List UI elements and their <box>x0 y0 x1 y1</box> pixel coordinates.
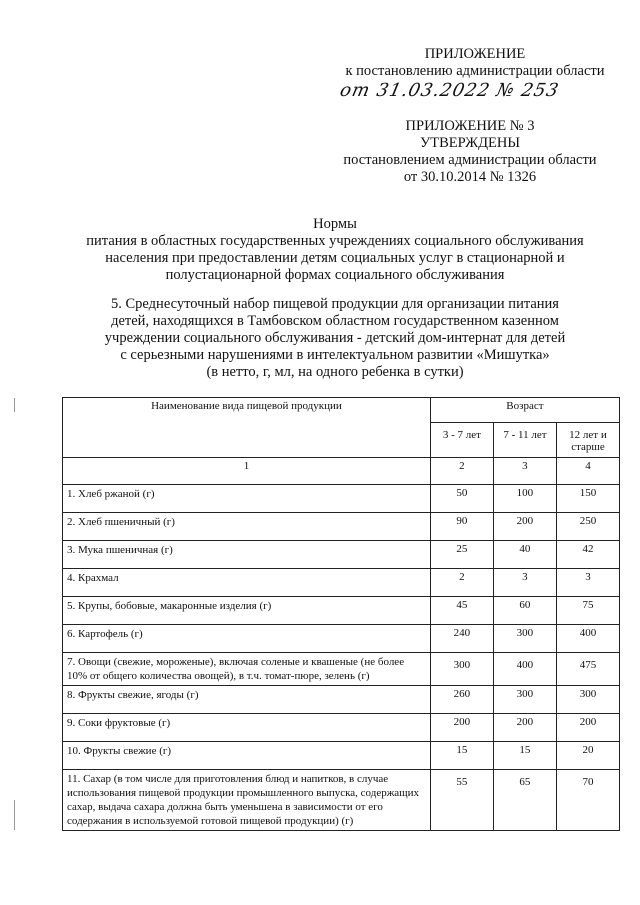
table-row <box>63 485 620 513</box>
decree-by: постановлением администрации области <box>343 152 597 168</box>
value-12-plus: 250 <box>556 513 619 541</box>
value-3-7: 260 <box>430 686 493 714</box>
table-row <box>63 625 620 653</box>
column-numbers-row <box>63 458 620 485</box>
value-12-plus: 70 <box>556 770 619 831</box>
value-3-7: 50 <box>430 485 493 513</box>
appendix-header <box>330 46 620 80</box>
appendix-number: ПРИЛОЖЕНИЕ № 3 <box>405 118 535 134</box>
table-row <box>63 686 620 714</box>
appendix-title: ПРИЛОЖЕНИЕ <box>424 46 526 62</box>
value-3-7: 25 <box>430 541 493 569</box>
value-7-11: 200 <box>493 513 556 541</box>
age-group-3: 12 лет и старше <box>556 423 619 458</box>
table-row <box>63 742 620 770</box>
age-header: Возраст <box>430 398 619 423</box>
table-row <box>63 653 620 686</box>
product-name: 1. Хлеб ржаной (г) <box>63 485 431 513</box>
value-7-11: 300 <box>493 625 556 653</box>
value-3-7: 240 <box>430 625 493 653</box>
document-title <box>40 216 630 284</box>
product-name: 6. Картофель (г) <box>63 625 431 653</box>
age-group-1: 3 - 7 лет <box>430 423 493 458</box>
value-3-7: 15 <box>430 742 493 770</box>
value-3-7: 300 <box>430 653 493 686</box>
handwritten-date: от 31.03.2022 № 253 <box>338 80 562 101</box>
table-body <box>63 485 620 831</box>
value-7-11: 3 <box>493 569 556 597</box>
value-3-7: 55 <box>430 770 493 831</box>
value-3-7: 45 <box>430 597 493 625</box>
value-12-plus: 200 <box>556 714 619 742</box>
value-3-7: 200 <box>430 714 493 742</box>
col-name-header: Наименование вида пищевой продукции <box>63 398 431 458</box>
approval-block <box>320 118 620 186</box>
decree-date: от 30.10.2014 № 1326 <box>403 169 537 185</box>
subtitle-line-5: (в нетто, г, мл, на одного ребенка в сутки) <box>206 364 464 380</box>
subtitle-line-4: с серьезными нарушениями в интелектуальном развитии «Мишутка» <box>120 347 550 363</box>
product-name: 7. Овощи (свежие, мороженые), включая соленые и квашеные (не более 10% от общего количества овощей), в т.ч. томат-пюре, зелень (г) <box>63 653 431 686</box>
value-12-plus: 150 <box>556 485 619 513</box>
value-7-11: 40 <box>493 541 556 569</box>
table-row <box>63 770 620 831</box>
table-row <box>63 513 620 541</box>
value-3-7: 90 <box>430 513 493 541</box>
product-name: 10. Фрукты свежие (г) <box>63 742 431 770</box>
table-row <box>63 569 620 597</box>
value-12-plus: 42 <box>556 541 619 569</box>
subtitle-line-2: детей, находящихся в Тамбовском областном государственном казенном <box>111 313 559 329</box>
age-group-2: 7 - 11 лет <box>493 423 556 458</box>
value-7-11: 65 <box>493 770 556 831</box>
value-7-11: 300 <box>493 686 556 714</box>
value-7-11: 15 <box>493 742 556 770</box>
value-7-11: 400 <box>493 653 556 686</box>
subtitle-line-3: учреждении социального обслуживания - детский дом-интернат для детей <box>104 330 566 346</box>
value-12-plus: 75 <box>556 597 619 625</box>
value-3-7: 2 <box>430 569 493 597</box>
value-7-11: 60 <box>493 597 556 625</box>
product-name: 3. Мука пшеничная (г) <box>63 541 431 569</box>
value-12-plus: 300 <box>556 686 619 714</box>
product-name: 4. Крахмал <box>63 569 431 597</box>
section-subtitle <box>40 296 630 381</box>
subtitle-line-1: 5. Среднесуточный набор пищевой продукции для организации питания <box>111 296 559 312</box>
product-name: 5. Крупы, бобовые, макаронные изделия (г) <box>63 597 431 625</box>
margin-mark <box>14 800 15 830</box>
column-number: 4 <box>556 458 619 485</box>
table-row <box>63 597 620 625</box>
value-12-plus: 475 <box>556 653 619 686</box>
product-name: 8. Фрукты свежие, ягоды (г) <box>63 686 431 714</box>
food-norms-table <box>62 397 620 831</box>
appendix-to: к постановлению администрации области <box>345 63 605 79</box>
table-row <box>63 714 620 742</box>
value-7-11: 200 <box>493 714 556 742</box>
value-7-11: 100 <box>493 485 556 513</box>
title-line-2: питания в областных государственных учреждениях социального обслуживания <box>86 233 584 249</box>
column-number: 2 <box>430 458 493 485</box>
value-12-plus: 400 <box>556 625 619 653</box>
margin-mark <box>14 398 15 412</box>
value-12-plus: 20 <box>556 742 619 770</box>
product-name: 9. Соки фруктовые (г) <box>63 714 431 742</box>
title-line-1: Нормы <box>313 216 357 232</box>
title-line-4: полустационарной формах социального обслуживания <box>165 267 505 283</box>
product-name: 11. Сахар (в том числе для приготовления блюд и напитков, в случае использования пищевой продукции промышленного выпуска, содержащих сахар, выдача сахара должна быть уменьшена в зависимости от его содержания в используемой готовой пищевой продукции) (г) <box>63 770 431 831</box>
title-line-3: населения при предоставлении детям социальных услуг в стационарной и <box>105 250 565 266</box>
value-12-plus: 3 <box>556 569 619 597</box>
table-row <box>63 541 620 569</box>
product-name: 2. Хлеб пшеничный (г) <box>63 513 431 541</box>
column-number: 3 <box>493 458 556 485</box>
approved-label: УТВЕРЖДЕНЫ <box>419 135 521 151</box>
column-number: 1 <box>63 458 431 485</box>
